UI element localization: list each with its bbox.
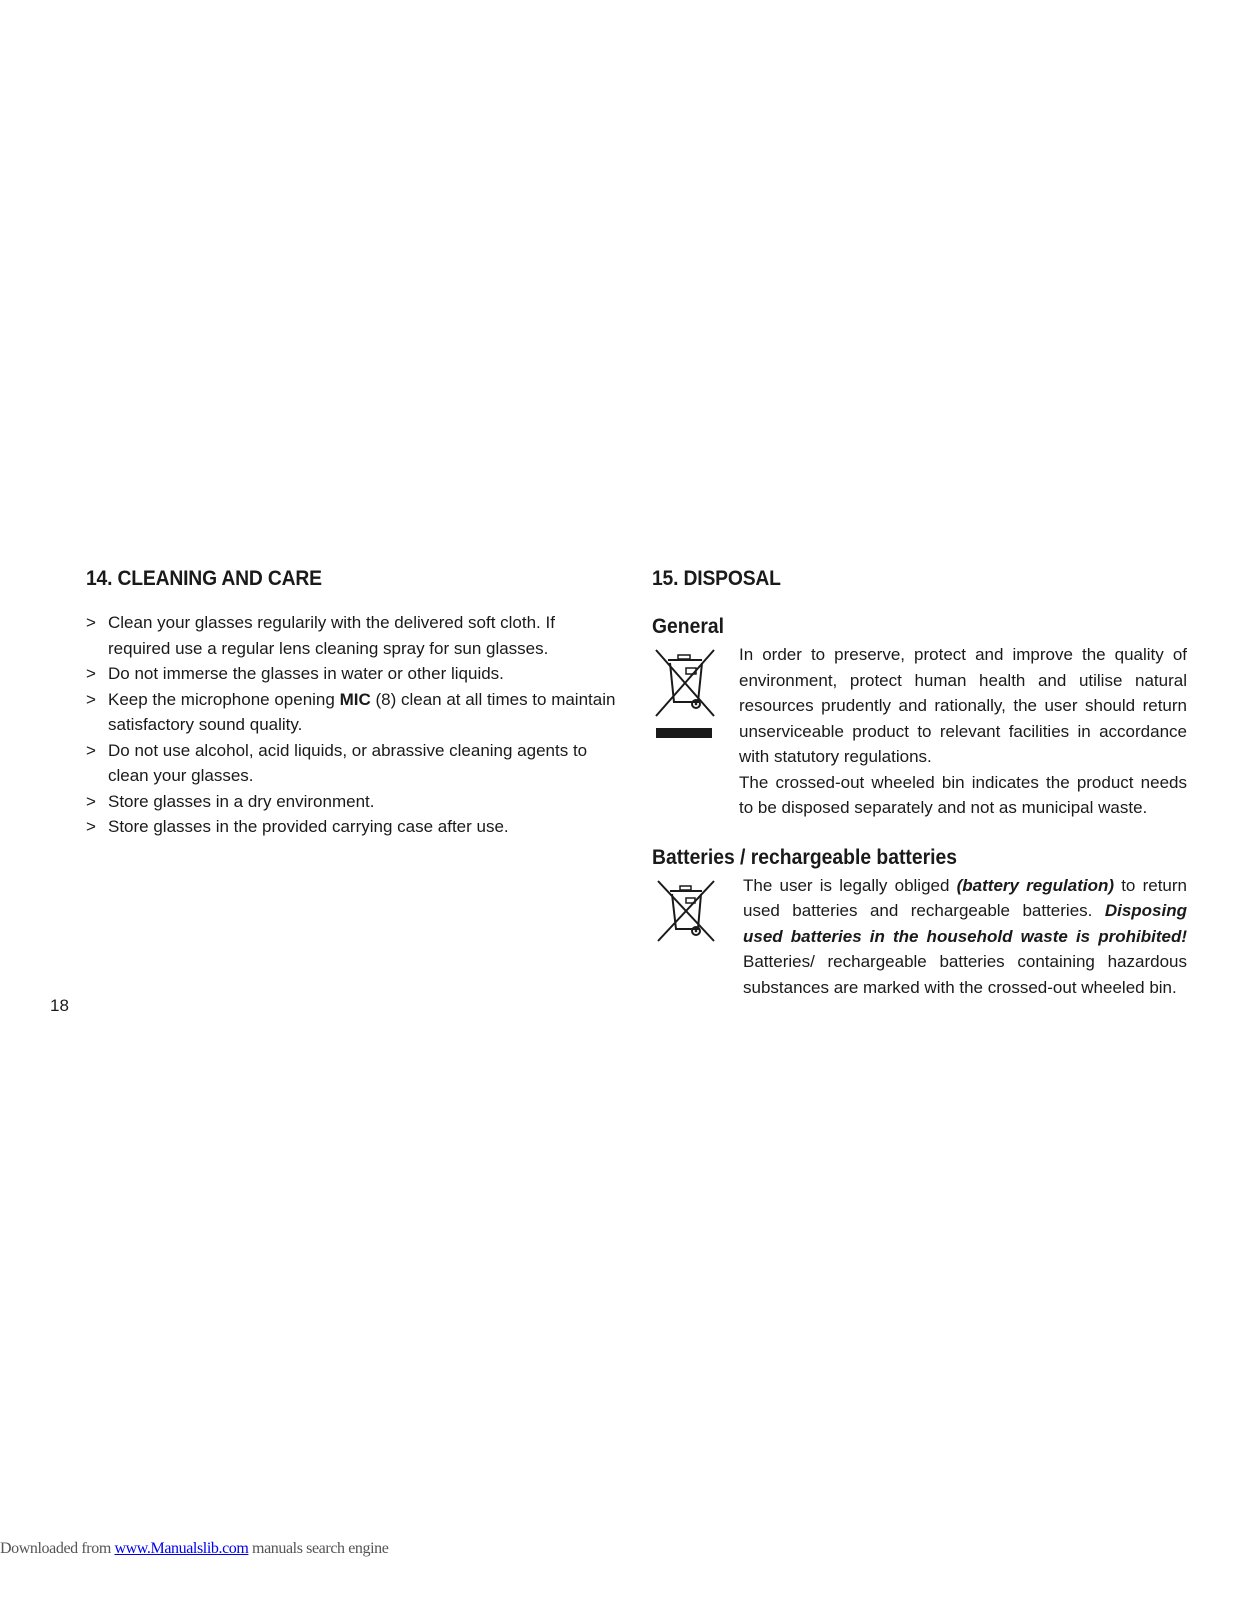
disposal-title: 15. DISPOSAL bbox=[652, 567, 781, 590]
list-item bbox=[86, 687, 622, 738]
list-item-text: Store glasses in the provided carrying case after use. bbox=[108, 817, 509, 836]
batteries-text: to return used batteries and rechargeable batteries. bbox=[743, 875, 1187, 920]
list-item-text: Do not immerse the glasses in water or other liquids. bbox=[108, 664, 504, 683]
crossed-out-wheeled-bin-icon bbox=[652, 877, 716, 952]
list-item bbox=[86, 814, 622, 840]
mic-label: MIC bbox=[339, 689, 371, 709]
list-item-text: (8) clean at all times to maintain satisfactory sound quality. bbox=[108, 689, 616, 734]
list-item-text: Store glasses in a dry environment. bbox=[108, 791, 375, 811]
general-paragraph-1: In order to preserve, protect and improve the quality of environment, protect human health and utilise natural resources prudently and rationally, the user should return unserviceable product to relevant facilities in accordance with statutory regulations. bbox=[739, 645, 1187, 766]
general-paragraph-2: The crossed-out wheeled bin indicates the product needs to be disposed separately and not as municipal waste. bbox=[739, 772, 1187, 817]
general-heading: General bbox=[652, 615, 724, 638]
list-marker: > bbox=[86, 689, 96, 709]
list-item bbox=[86, 661, 622, 687]
cleaning-title: 14. CLEANING AND CARE bbox=[86, 567, 322, 590]
general-block bbox=[652, 642, 1187, 821]
batteries-paragraph bbox=[743, 873, 1187, 1001]
batteries-text: The user is legally obliged bbox=[743, 875, 957, 895]
manualslib-link[interactable]: www.Manualslib.com bbox=[114, 1540, 249, 1557]
footer-prefix: Downloaded from bbox=[0, 1540, 115, 1557]
list-marker: > bbox=[86, 740, 96, 760]
list-item bbox=[86, 789, 622, 815]
list-item bbox=[86, 738, 622, 789]
batteries-heading: Batteries / rechargeable batteries bbox=[652, 845, 957, 869]
disposal-section bbox=[652, 566, 1187, 1000]
list-item-text: Clean your glasses regularily with the delivered soft cloth. If required use a regular lens cleaning spray for sun glasses. bbox=[108, 613, 555, 658]
download-footer bbox=[0, 1540, 388, 1558]
battery-regulation-emphasis: (battery regulation) bbox=[956, 875, 1115, 895]
list-item-text: Do not use alcohol, acid liquids, or abrassive cleaning agents to clean your glasses. bbox=[108, 740, 588, 785]
batteries-block bbox=[652, 873, 1187, 1001]
page-number: 18 bbox=[50, 996, 69, 1015]
list-marker: > bbox=[86, 613, 96, 632]
list-item-text: Keep the microphone opening bbox=[108, 689, 340, 709]
cleaning-list bbox=[86, 610, 622, 840]
list-marker: > bbox=[86, 817, 96, 836]
list-marker: > bbox=[86, 664, 96, 683]
batteries-text: Batteries/ rechargeable batteries containing hazardous substances are marked with the crossed-out wheeled bin. bbox=[743, 952, 1187, 997]
list-item bbox=[86, 610, 622, 661]
list-marker: > bbox=[86, 791, 96, 811]
cleaning-section bbox=[86, 566, 622, 840]
crossed-out-wheeled-bin-with-bar-icon bbox=[652, 646, 716, 747]
prohibited-warning: Disposing used batteries in the household waste is prohibited! bbox=[743, 901, 1187, 946]
footer-suffix: manuals search engine bbox=[248, 1540, 389, 1557]
